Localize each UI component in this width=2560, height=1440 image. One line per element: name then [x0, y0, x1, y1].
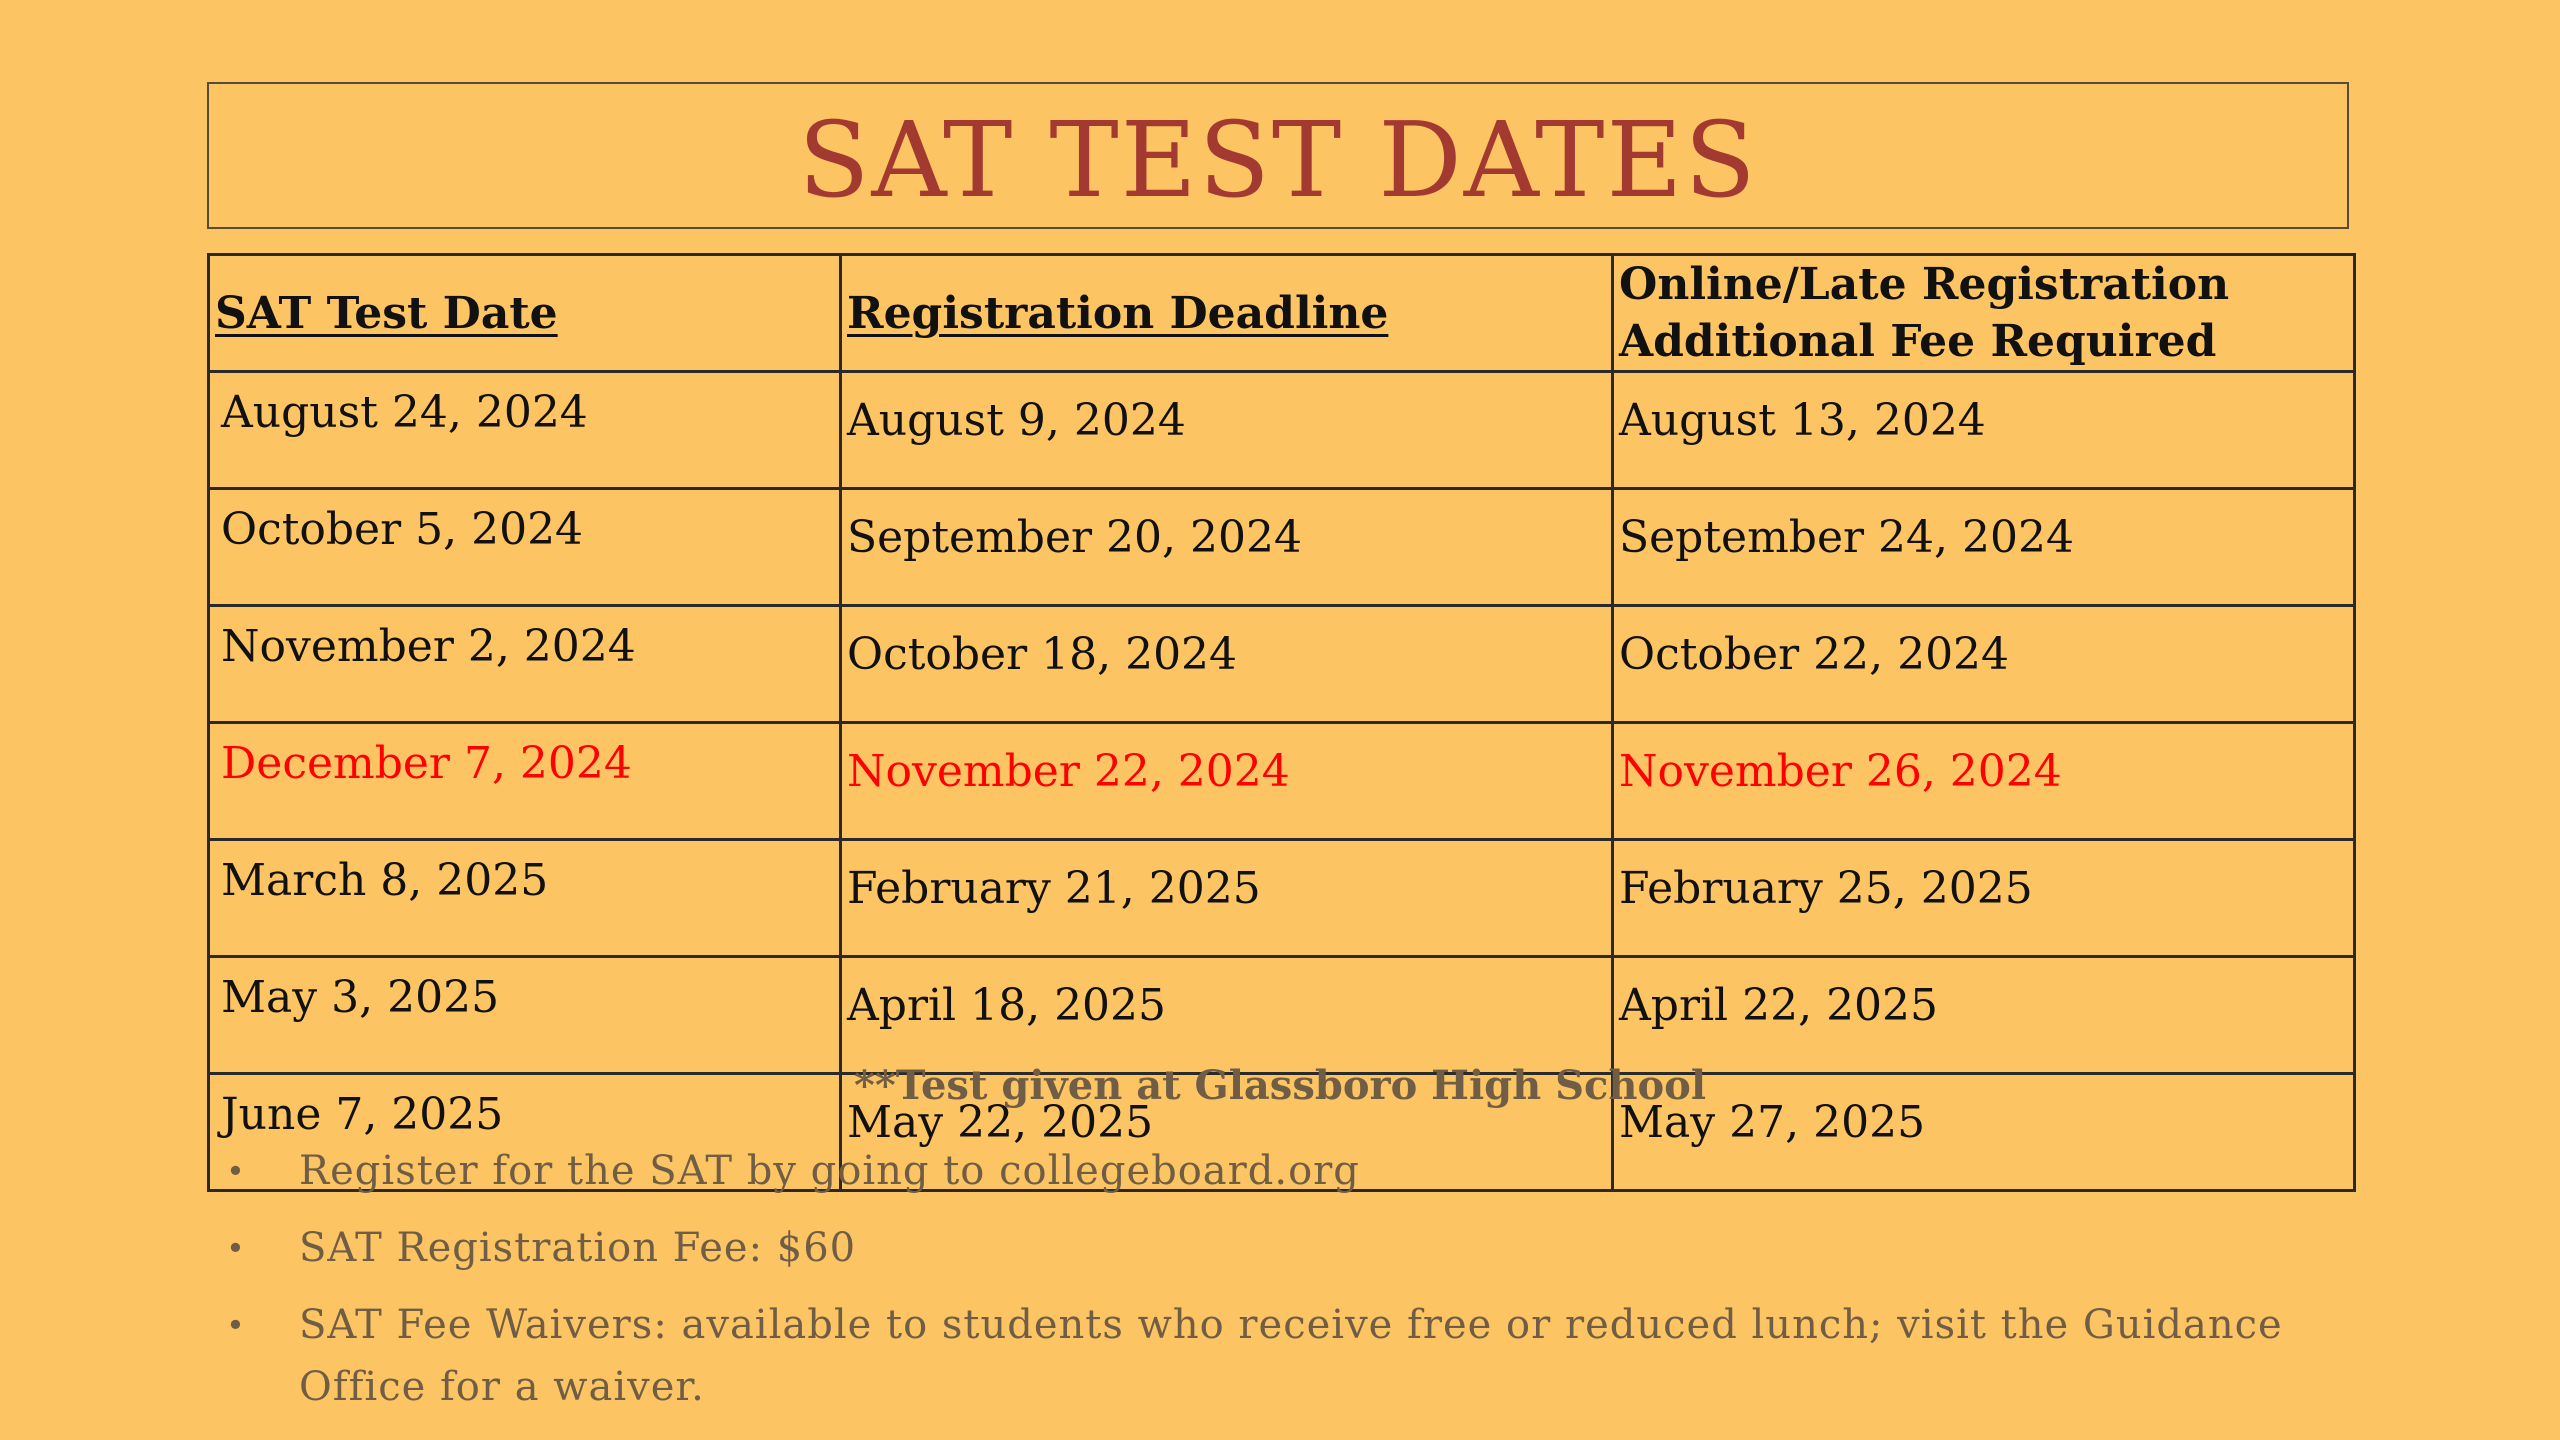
test-date-cell: December 7, 2024 [209, 723, 841, 840]
table-row [209, 489, 2355, 606]
deadline-cell: February 21, 2025 [841, 840, 1613, 957]
location-note: **Test given at Glassboro High School [853, 1062, 1707, 1109]
bullet-text: SAT Registration Fee: $60 [299, 1225, 857, 1271]
test-date-cell: October 5, 2024 [209, 489, 841, 606]
test-date-cell: May 3, 2025 [209, 957, 841, 1074]
deadline-cell: September 20, 2024 [841, 489, 1613, 606]
late-deadline-cell: August 13, 2024 [1613, 372, 2355, 489]
late-deadline-cell: April 22, 2025 [1613, 957, 2355, 1074]
late-deadline-cell: November 26, 2024 [1613, 723, 2355, 840]
deadline-cell: October 18, 2024 [841, 606, 1613, 723]
late-deadline-cell: September 24, 2024 [1613, 489, 2355, 606]
bullet-icon: • [226, 1229, 246, 1267]
info-bullet-list [218, 1140, 2368, 1433]
deadline-cell: November 22, 2024 [841, 723, 1613, 840]
deadline-cell: May 22, 2025 [841, 1074, 1613, 1191]
header-registration-deadline: Registration Deadline [841, 255, 1613, 372]
bullet-text: Register for the SAT by going to collegeboard.org [299, 1148, 1360, 1194]
sat-dates-table [207, 253, 2356, 1192]
bullet-text: SAT Fee Waivers: available to students who receive free or reduced lunch; visit the Guidance Office for a waiver. [299, 1302, 2283, 1410]
test-date-cell: November 2, 2024 [209, 606, 841, 723]
bullet-item-fee-waiver [218, 1294, 2368, 1418]
table-header-row [209, 255, 2355, 372]
table-row [209, 606, 2355, 723]
late-deadline-cell: October 22, 2024 [1613, 606, 2355, 723]
bullet-icon: • [226, 1306, 246, 1344]
bullet-icon: • [226, 1152, 246, 1190]
table-row-highlighted [209, 723, 2355, 840]
test-date-cell: June 7, 2025 [209, 1074, 841, 1191]
deadline-cell: August 9, 2024 [841, 372, 1613, 489]
deadline-cell: April 18, 2025 [841, 957, 1613, 1074]
late-deadline-cell: May 27, 2025 [1613, 1074, 2355, 1191]
title-box [207, 82, 2349, 229]
bullet-item-register [218, 1140, 2368, 1202]
table-row [209, 840, 2355, 957]
late-deadline-cell: February 25, 2025 [1613, 840, 2355, 957]
test-date-cell: March 8, 2025 [209, 840, 841, 957]
table-row [209, 957, 2355, 1074]
header-late-registration: Online/Late Registration Additional Fee Required [1613, 255, 2355, 372]
bullet-item-fee [218, 1217, 2368, 1279]
table-row [209, 372, 2355, 489]
header-test-date: SAT Test Date [209, 255, 841, 372]
page-title: SAT TEST DATES [798, 98, 1758, 221]
test-date-cell: August 24, 2024 [209, 372, 841, 489]
